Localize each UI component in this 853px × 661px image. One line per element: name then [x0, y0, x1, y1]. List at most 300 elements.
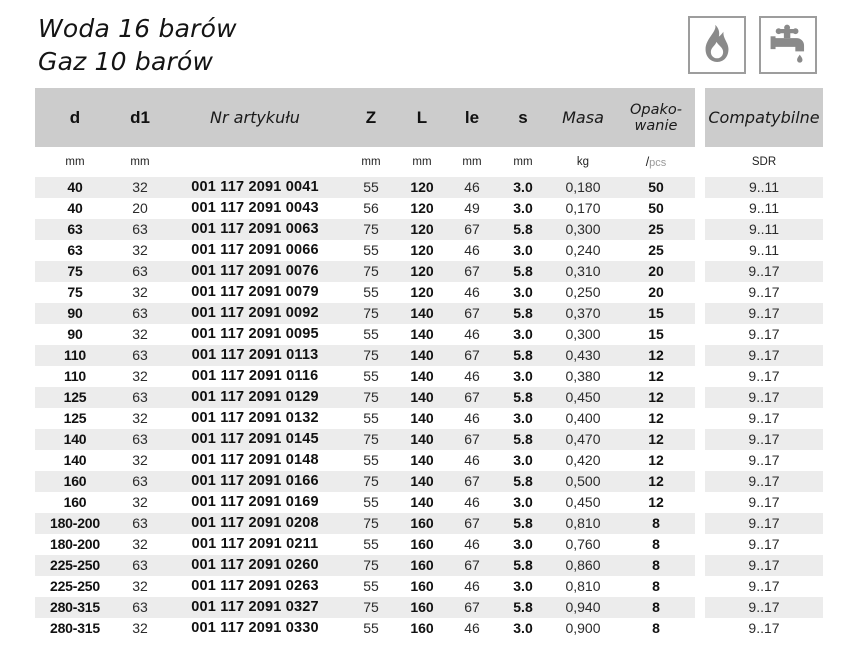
compat-row [705, 366, 823, 387]
cell-masa: 0,180 [549, 177, 617, 198]
col-header-d: d [69, 107, 81, 127]
table-row [35, 513, 695, 534]
cell-opak: 20 [617, 261, 695, 282]
cell-opak: 12 [648, 452, 664, 468]
cell-z: 55 [363, 326, 379, 342]
cell-le: 46 [447, 177, 497, 198]
unit-masa: kg [576, 156, 590, 168]
cell-nr: 001 117 2091 0208 [165, 513, 345, 534]
compat-row [705, 555, 823, 576]
water-tap-badge [759, 16, 817, 74]
cell-d1: 32 [132, 326, 148, 342]
cell-s: 3.0 [513, 368, 533, 384]
cell-masa: 0,450 [565, 494, 601, 510]
cell-nr: 001 117 2091 0092 [165, 303, 345, 324]
table-row [35, 450, 695, 471]
compat-units-row [705, 147, 823, 177]
cell-z: 55 [363, 578, 379, 594]
compat-row [705, 240, 823, 261]
cell-d: 40 [35, 177, 115, 198]
cell-le: 67 [447, 597, 497, 618]
cell-z: 55 [363, 410, 379, 426]
table-row [35, 471, 695, 492]
cell-z: 75 [345, 555, 397, 576]
cell-d: 75 [67, 284, 83, 300]
cell-z: 75 [345, 345, 397, 366]
cell-opak: 15 [617, 303, 695, 324]
compat-row [705, 261, 823, 282]
cell-masa: 0,300 [565, 326, 601, 342]
cell-masa: 0,240 [565, 242, 601, 258]
cell-opak: 12 [617, 387, 695, 408]
cell-d: 160 [63, 494, 87, 510]
table-row [35, 534, 695, 555]
cell-le: 67 [447, 387, 497, 408]
cell-le: 67 [447, 345, 497, 366]
faucet-icon [766, 23, 810, 67]
cell-le: 46 [464, 368, 480, 384]
cell-sdr: 9..11 [748, 200, 780, 216]
cell-masa: 0,940 [549, 597, 617, 618]
col-header-z: Z [365, 107, 377, 127]
cell-le: 67 [447, 429, 497, 450]
cell-s: 5.8 [497, 219, 549, 240]
cell-d: 63 [67, 242, 83, 258]
cell-sdr: 9..17 [748, 578, 780, 594]
cell-masa: 0,310 [549, 261, 617, 282]
cell-opak: 8 [617, 597, 695, 618]
table-row [35, 597, 695, 618]
table-row [35, 429, 695, 450]
cell-l: 140 [397, 429, 447, 450]
table-row [35, 408, 695, 429]
unit-s: mm [513, 156, 533, 168]
table-row [35, 618, 695, 639]
cell-l: 140 [410, 326, 434, 342]
cell-l: 160 [397, 555, 447, 576]
cell-s: 3.0 [513, 284, 533, 300]
cell-sdr: 9..17 [705, 303, 823, 324]
cell-z: 56 [363, 200, 379, 216]
cell-d1: 32 [132, 452, 148, 468]
cell-l: 120 [410, 200, 434, 216]
col-header-masa: Masa [562, 108, 604, 127]
cell-le: 46 [464, 452, 480, 468]
cell-nr: 001 117 2091 0076 [165, 261, 345, 282]
cell-nr: 001 117 2091 0263 [191, 578, 319, 594]
cell-masa: 0,170 [565, 200, 601, 216]
cell-d: 110 [35, 345, 115, 366]
cell-sdr: 9..17 [705, 387, 823, 408]
cell-masa: 0,500 [549, 471, 617, 492]
cell-l: 140 [410, 410, 434, 426]
cell-d1: 32 [132, 410, 148, 426]
main-table [35, 88, 695, 639]
cell-l: 120 [410, 242, 434, 258]
table-row [35, 198, 695, 219]
unit-opak-pcs: pcs [649, 157, 667, 169]
cell-nr: 001 117 2091 0043 [191, 200, 319, 216]
compat-row [705, 345, 823, 366]
opakowanie-line2: wanie [634, 117, 678, 134]
cell-s: 5.8 [497, 345, 549, 366]
cell-s: 3.0 [513, 242, 533, 258]
cell-le: 67 [447, 555, 497, 576]
cell-l: 120 [410, 284, 434, 300]
cell-nr: 001 117 2091 0079 [191, 284, 319, 300]
cell-masa: 0,430 [549, 345, 617, 366]
cell-z: 75 [345, 597, 397, 618]
product-table [35, 88, 823, 639]
cell-s: 3.0 [513, 410, 533, 426]
cell-d: 180-200 [35, 513, 115, 534]
compat-row [705, 429, 823, 450]
compat-row [705, 597, 823, 618]
unit-d: mm [65, 156, 85, 168]
gas-flame-badge [688, 16, 746, 74]
cell-masa: 0,900 [565, 620, 601, 636]
cell-masa: 0,450 [549, 387, 617, 408]
cell-z: 75 [345, 513, 397, 534]
cell-d: 90 [35, 303, 115, 324]
cell-s: 3.0 [513, 536, 533, 552]
compat-row [705, 387, 823, 408]
title-line-gas: Gaz 10 barów [38, 47, 214, 76]
cell-d1: 63 [115, 219, 165, 240]
cell-d1: 63 [115, 387, 165, 408]
cell-le: 46 [464, 578, 480, 594]
cell-le: 46 [464, 494, 480, 510]
cell-nr: 001 117 2091 0132 [191, 410, 319, 426]
col-header-nr: Nr artykułu [210, 108, 300, 127]
cell-z: 55 [363, 452, 379, 468]
compat-row [705, 324, 823, 345]
compat-body [705, 177, 823, 639]
compat-row [705, 576, 823, 597]
compat-header-row [705, 88, 823, 147]
cell-sdr: 9..11 [705, 177, 823, 198]
cell-l: 160 [410, 578, 434, 594]
cell-nr: 001 117 2091 0113 [165, 345, 345, 366]
cell-l: 140 [410, 452, 434, 468]
cell-d1: 63 [115, 513, 165, 534]
cell-masa: 0,760 [565, 536, 601, 552]
cell-opak: 25 [617, 219, 695, 240]
cell-s: 5.8 [497, 513, 549, 534]
cell-opak: 12 [648, 494, 664, 510]
cell-le: 46 [464, 326, 480, 342]
cell-z: 75 [345, 261, 397, 282]
cell-s: 3.0 [513, 326, 533, 342]
cell-l: 140 [410, 494, 434, 510]
cell-sdr: 9..17 [748, 452, 780, 468]
flame-icon [695, 23, 739, 67]
cell-d1: 32 [132, 368, 148, 384]
cell-le: 67 [447, 471, 497, 492]
cell-d: 140 [63, 452, 87, 468]
cell-l: 160 [397, 597, 447, 618]
cell-sdr: 9..11 [705, 219, 823, 240]
cell-z: 55 [345, 177, 397, 198]
cell-z: 55 [363, 494, 379, 510]
cell-le: 67 [447, 303, 497, 324]
cell-le: 67 [447, 513, 497, 534]
cell-d1: 32 [132, 536, 148, 552]
cell-s: 3.0 [513, 620, 533, 636]
cell-le: 46 [464, 284, 480, 300]
cell-masa: 0,420 [565, 452, 601, 468]
cell-l: 120 [397, 177, 447, 198]
cell-d1: 32 [132, 284, 148, 300]
cell-le: 46 [464, 536, 480, 552]
cell-opak: 8 [617, 513, 695, 534]
cell-le: 49 [464, 200, 480, 216]
cell-s: 5.8 [497, 303, 549, 324]
cell-d1: 63 [115, 345, 165, 366]
table-units-row [35, 147, 695, 177]
compat-row [705, 198, 823, 219]
cell-masa: 0,300 [549, 219, 617, 240]
cell-d1: 20 [132, 200, 148, 216]
cell-nr: 001 117 2091 0327 [165, 597, 345, 618]
cell-sdr: 9..17 [748, 410, 780, 426]
cell-nr: 001 117 2091 0148 [191, 452, 319, 468]
cell-opak: 8 [652, 620, 660, 636]
unit-opakowanie [617, 155, 695, 169]
cell-nr: 001 117 2091 0095 [191, 326, 319, 342]
cell-l: 160 [410, 536, 434, 552]
cell-opak: 15 [648, 326, 664, 342]
cell-l: 140 [397, 345, 447, 366]
unit-le: mm [462, 156, 482, 168]
col-header-d1: d1 [130, 107, 150, 127]
cell-z: 75 [345, 471, 397, 492]
cell-s: 3.0 [497, 177, 549, 198]
cell-nr: 001 117 2091 0211 [191, 536, 319, 552]
cell-le: 67 [447, 261, 497, 282]
unit-opak-slash: / [645, 155, 650, 169]
cell-sdr: 9..17 [748, 284, 780, 300]
cell-l: 140 [397, 387, 447, 408]
compat-row [705, 450, 823, 471]
compat-row [705, 471, 823, 492]
cell-l: 120 [397, 219, 447, 240]
table-row [35, 282, 695, 303]
cell-nr: 001 117 2091 0166 [165, 471, 345, 492]
compat-row [705, 534, 823, 555]
table-row [35, 387, 695, 408]
cell-d1: 63 [115, 261, 165, 282]
cell-d: 75 [35, 261, 115, 282]
cell-sdr: 9..17 [705, 597, 823, 618]
cell-s: 5.8 [497, 555, 549, 576]
cell-opak: 25 [648, 242, 664, 258]
cell-z: 55 [363, 368, 379, 384]
cell-le: 46 [464, 620, 480, 636]
cell-s: 5.8 [497, 261, 549, 282]
table-header-row [35, 88, 695, 147]
cell-s: 5.8 [497, 429, 549, 450]
cell-masa: 0,400 [565, 410, 601, 426]
cell-d: 225-250 [50, 578, 100, 594]
cell-sdr: 9..17 [748, 368, 780, 384]
cell-d1: 63 [115, 597, 165, 618]
opakowanie-line1: Opako- [629, 101, 682, 118]
cell-nr: 001 117 2091 0063 [165, 219, 345, 240]
cell-opak: 12 [648, 368, 664, 384]
cell-d: 90 [67, 326, 83, 342]
compat-row [705, 513, 823, 534]
cell-s: 3.0 [513, 494, 533, 510]
cell-d: 125 [63, 410, 87, 426]
table-row [35, 324, 695, 345]
compat-row [705, 618, 823, 639]
cell-d1: 63 [115, 471, 165, 492]
unit-l: mm [412, 156, 432, 168]
cell-nr: 001 117 2091 0066 [191, 242, 319, 258]
cell-z: 75 [345, 219, 397, 240]
cell-masa: 0,470 [549, 429, 617, 450]
cell-opak: 50 [648, 200, 664, 216]
cell-z: 55 [363, 284, 379, 300]
cell-d: 110 [64, 368, 86, 384]
cell-d: 225-250 [35, 555, 115, 576]
cell-d1: 63 [115, 429, 165, 450]
cell-l: 120 [397, 261, 447, 282]
cell-sdr: 9..17 [748, 536, 780, 552]
cell-nr: 001 117 2091 0169 [191, 494, 319, 510]
col-header-s: s [518, 107, 528, 127]
unit-d1: mm [130, 156, 150, 168]
cell-opak: 12 [617, 429, 695, 450]
cell-sdr: 9..17 [705, 471, 823, 492]
cell-d1: 32 [132, 242, 148, 258]
cell-z: 75 [345, 303, 397, 324]
compat-row [705, 177, 823, 198]
cell-d1: 63 [115, 303, 165, 324]
col-header-l: L [416, 107, 428, 127]
cell-masa: 0,370 [549, 303, 617, 324]
cell-le: 46 [464, 410, 480, 426]
cell-s: 5.8 [497, 471, 549, 492]
cell-d: 280-315 [35, 597, 115, 618]
cell-z: 75 [345, 429, 397, 450]
cell-d1: 32 [132, 578, 148, 594]
cell-le: 67 [447, 219, 497, 240]
cell-d: 160 [35, 471, 115, 492]
cell-s: 5.8 [497, 597, 549, 618]
cell-opak: 12 [617, 345, 695, 366]
table-row [35, 492, 695, 513]
table-row [35, 366, 695, 387]
cell-nr: 001 117 2091 0041 [165, 177, 345, 198]
cell-d: 140 [35, 429, 115, 450]
cell-d: 63 [35, 219, 115, 240]
table-row [35, 345, 695, 366]
cell-sdr: 9..17 [748, 494, 780, 510]
table-row [35, 261, 695, 282]
table-row [35, 555, 695, 576]
table-row [35, 303, 695, 324]
cell-d1: 32 [132, 620, 148, 636]
table-row [35, 240, 695, 261]
table-row [35, 219, 695, 240]
cell-z: 55 [363, 620, 379, 636]
cell-le: 46 [464, 242, 480, 258]
cell-opak: 50 [617, 177, 695, 198]
cell-opak: 8 [652, 536, 660, 552]
cell-l: 140 [410, 368, 434, 384]
cell-sdr: 9..17 [705, 429, 823, 450]
cell-z: 55 [363, 242, 379, 258]
cell-opak: 12 [648, 410, 664, 426]
cell-nr: 001 117 2091 0129 [165, 387, 345, 408]
cell-l: 160 [397, 513, 447, 534]
cell-sdr: 9..17 [748, 326, 780, 342]
cell-opak: 8 [617, 555, 695, 576]
cell-s: 3.0 [513, 452, 533, 468]
cell-sdr: 9..11 [748, 242, 780, 258]
cell-d: 125 [35, 387, 115, 408]
unit-sdr: SDR [751, 156, 777, 168]
cell-nr: 001 117 2091 0260 [165, 555, 345, 576]
cell-opak: 12 [617, 471, 695, 492]
cell-sdr: 9..17 [748, 620, 780, 636]
compatibility-table [705, 88, 823, 639]
cell-l: 160 [410, 620, 434, 636]
cell-d1: 32 [132, 494, 148, 510]
cell-nr: 001 117 2091 0145 [165, 429, 345, 450]
compat-row [705, 303, 823, 324]
cell-sdr: 9..17 [705, 345, 823, 366]
cell-masa: 0,250 [565, 284, 601, 300]
cell-sdr: 9..17 [705, 555, 823, 576]
table-row [35, 177, 695, 198]
cell-masa: 0,380 [565, 368, 601, 384]
title-line-water: Woda 16 barów [38, 14, 237, 43]
compat-row [705, 219, 823, 240]
cell-z: 75 [345, 387, 397, 408]
cell-nr: 001 117 2091 0330 [191, 620, 319, 636]
compat-row [705, 282, 823, 303]
cell-d: 40 [67, 200, 83, 216]
col-header-le: le [464, 107, 480, 127]
cell-masa: 0,810 [549, 513, 617, 534]
cell-d1: 63 [115, 555, 165, 576]
table-row [35, 576, 695, 597]
cell-s: 5.8 [497, 387, 549, 408]
cell-l: 140 [397, 471, 447, 492]
page-title [38, 12, 237, 78]
cell-nr: 001 117 2091 0116 [191, 368, 319, 384]
compat-row [705, 492, 823, 513]
cell-s: 3.0 [513, 200, 533, 216]
table-body [35, 177, 695, 639]
cell-masa: 0,810 [565, 578, 601, 594]
col-header-opakowanie [617, 102, 695, 134]
unit-z: mm [361, 156, 381, 168]
col-header-compatybilne: Compatybilne [708, 108, 820, 127]
cell-l: 140 [397, 303, 447, 324]
cell-opak: 8 [652, 578, 660, 594]
cell-masa: 0,860 [549, 555, 617, 576]
cell-sdr: 9..17 [705, 261, 823, 282]
cell-z: 55 [363, 536, 379, 552]
compat-row [705, 408, 823, 429]
cell-d1: 32 [115, 177, 165, 198]
cell-opak: 20 [648, 284, 664, 300]
cell-sdr: 9..17 [705, 513, 823, 534]
